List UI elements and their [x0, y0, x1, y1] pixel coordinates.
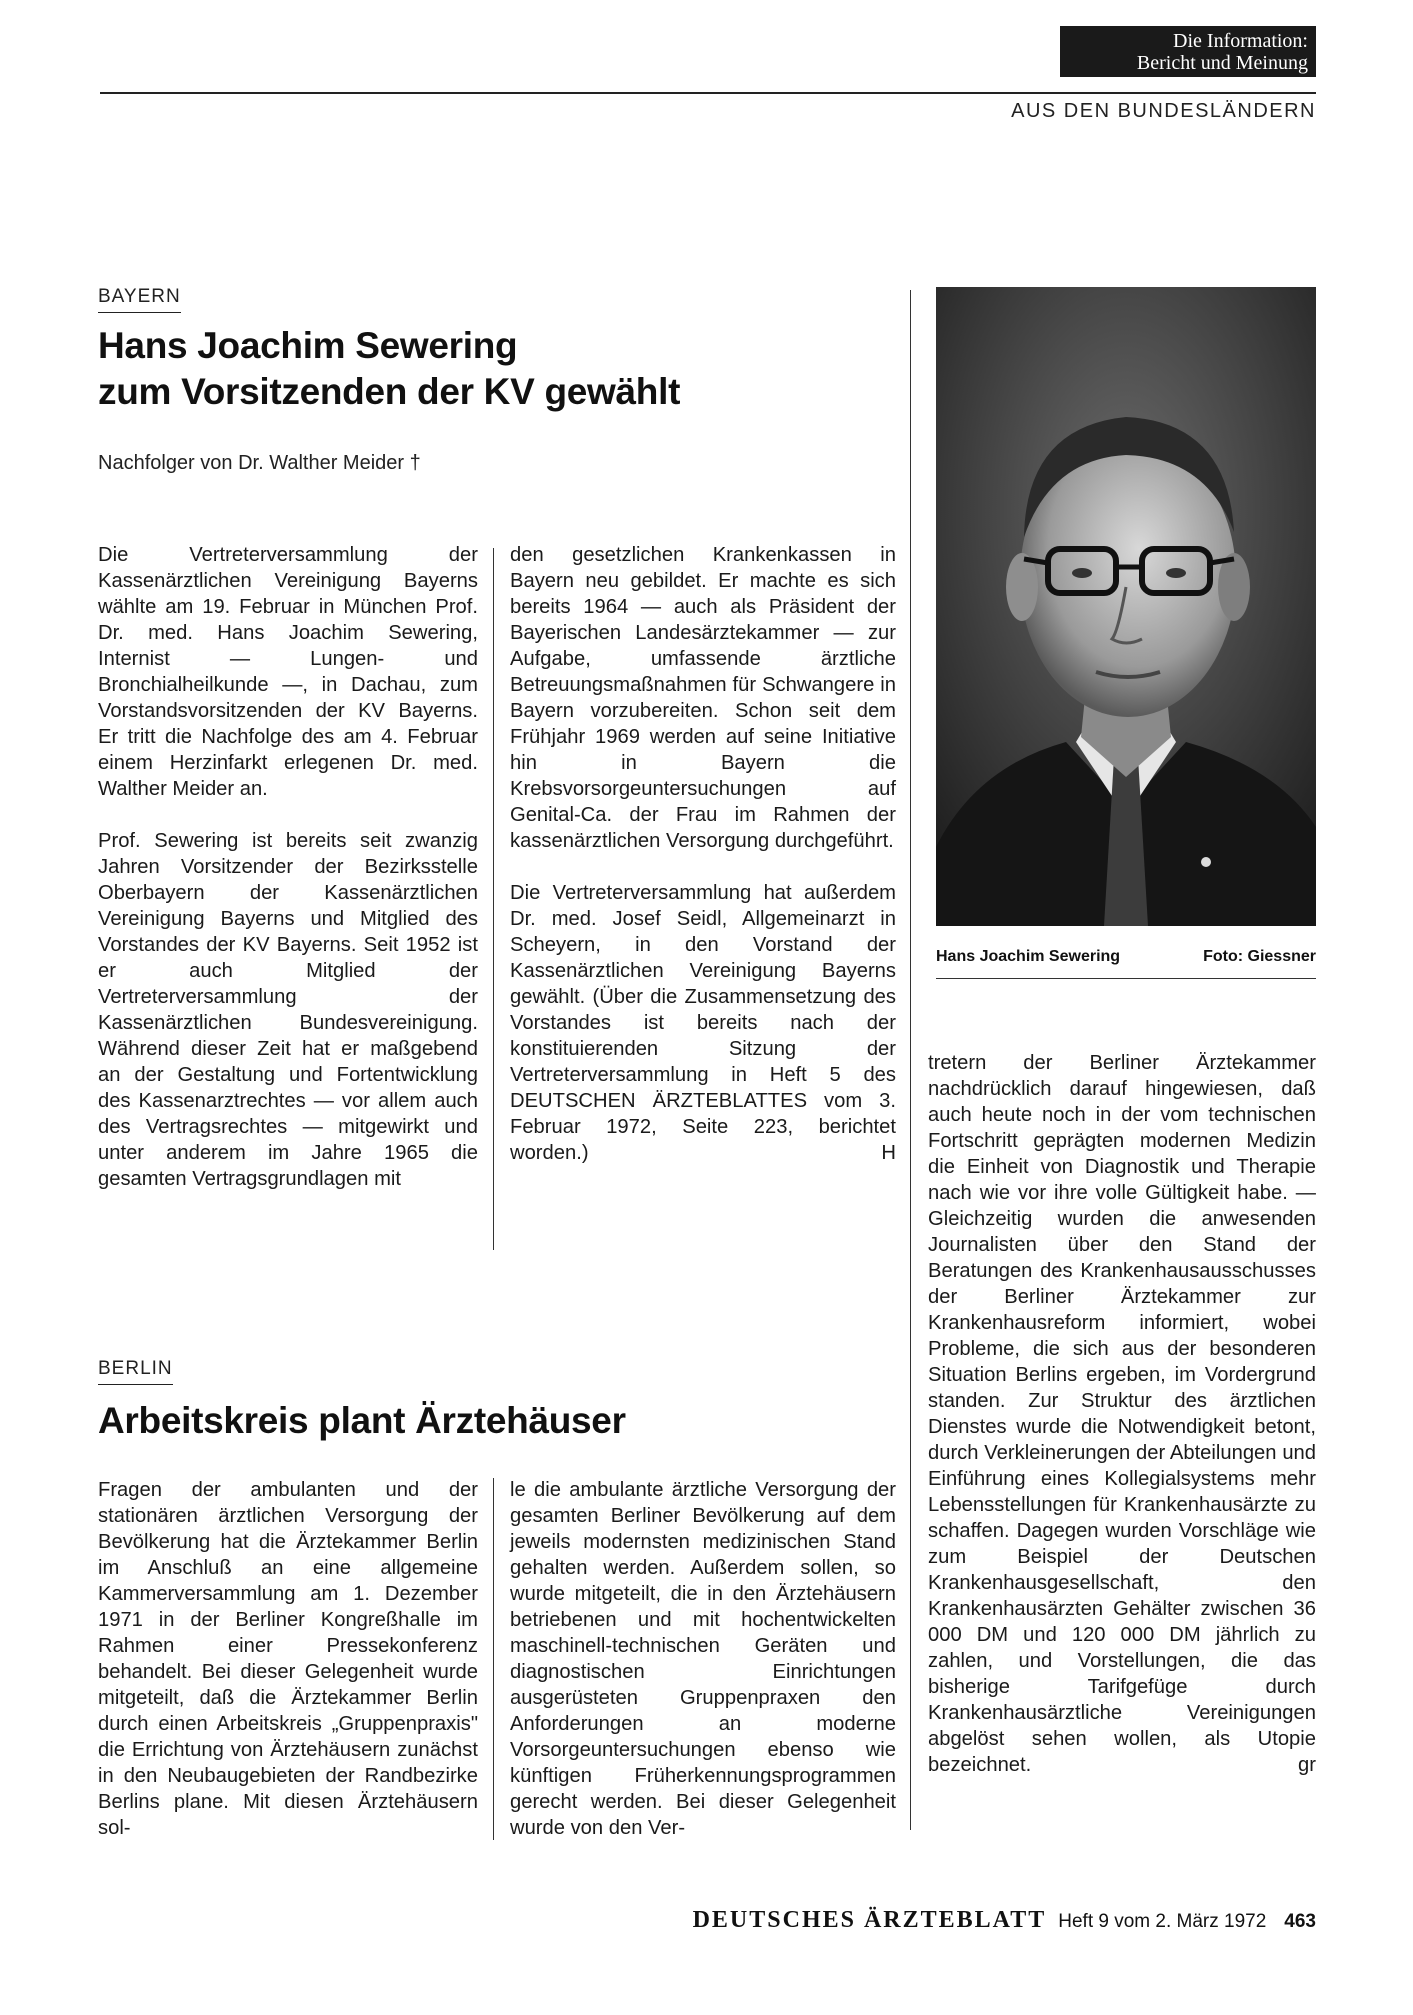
- section-heading: AUS DEN BUNDESLÄNDERN: [1011, 100, 1316, 122]
- article2-paragraph-1: Fragen der ambulanten und der stationären ärztlichen Versorgung der Bevölkerung hat die Ärztekammer Berlin im Anschluß an eine allgemeine Kammerversammlung am 1. Dezember 1971 in der Berliner Kongreßhalle im Rahmen einer Pressekonferenz behandelt. Bei dieser Gelegenheit wurde mitgeteilt, daß die Ärztekammer Berlin durch einen Arbeitskreis „Gruppenpraxis" die Errichtung von Ärztehäusern zunächst in den Neubaugebieten der Randbezirke Berlins plane. Mit diesen Ärztehäusern sol-: [98, 1479, 478, 1839]
- article1-paragraph-3: den gesetzlichen Krankenkassen in Bayern neu gebildet. Er machte es sich bereits 1964 — auch als Präsident der Bayerischen Landesärztekammer — zur Aufgabe, umfassende ärztliche Betreuungsmaßnahmen für Schwangere in Bayern vorzubereiten. Schon seit dem Frühjahr 1969 werden auf seine Initiative hin in Bayern die Krebsvorsorgeuntersuchungen auf Genital-Ca. der Frau im Rahmen der kassenärztlichen Versorgung durchgeführt.: [510, 544, 896, 852]
- article2-paragraph-3-text: tretern der Berliner Ärztekammer nachdrücklich darauf hingewiesen, daß auch heute noch in der vom technischen Fortschritt geprägten modernen Medizin die Einheit von Diagnostik und Therapie nach wie vor ihre volle Gültigkeit habe. — Gleichzeitig wurden die anwesenden Journalisten über den Stand der Beratungen des Krankenhausausschusses der Berliner Ärztekammer zur Krankenhausreform informiert, wobei Probleme, die sich aus der besonderen Situation Berlins ergeben, im Vordergrund standen. Zur Struktur des ärztlichen Dienstes wurde die Notwendigkeit betont, durch Verkleinerungen der Abteilungen und Einführung eines Kollegialsystems mehr Lebensstellungen für Krankenhausärzte zu schaffen. Dagegen wurden Vorschläge wie zum Beispiel der Deutschen Krankenhausgesellschaft, den Krankenhausärzten Gehälter zwischen 36 000 DM und 120 000 DM jährlich zu zahlen, und Vorstellungen, die das bisherige Tarifgefüge durch Krankenhausärztliche Vereinigungen abgelöst sehen wollen, als Utopie bezeichnet.: [928, 1052, 1316, 1776]
- article2-column-2: [510, 1477, 896, 1841]
- page-number: 463: [1284, 1911, 1316, 1932]
- article1-column-2: [510, 542, 896, 1166]
- headline-line-1: Hans Joachim Sewering: [98, 325, 518, 366]
- region-label-bayern: BAYERN: [98, 286, 181, 313]
- page-footer: [693, 1907, 1316, 1934]
- article1-paragraph-1: Die Vertreterversammlung der Kassenärztlichen Vereinigung Bayerns wählte am 19. Februar in München Prof. Dr. med. Hans Joachim Sewering, Internist — Lungen- und Bronchialheilkunde —, in Dachau, zum Vorstandsvorsitzenden der KV Bayerns. Er tritt die Nachfolge des am 4. Februar einem Herzinfarkt erlegenen Dr. med. Walther Meider an.: [98, 544, 478, 800]
- author-initials: gr: [1298, 1754, 1316, 1776]
- caption-credit: Foto: Giessner: [1203, 948, 1316, 965]
- article1-paragraph-2: Prof. Sewering ist bereits seit zwanzig Jahren Vorsitzender der Bezirksstelle Oberbayern der Kassenärztlichen Vereinigung Bayerns und Mitglied des Vorstandes der KV Bayerns. Seit 1952 ist er auch Mitglied der Vertreterversammlung der Kassenärztlichen Bundesvereinigung. Während dieser Zeit hat er maßgebend an der Gestaltung und Fortentwicklung des Kassenarztrechtes — vor allem auch des Vertragsrechtes — mitgewirkt und unter anderem im Jahre 1965 die gesamten Vertragsgrundlagen mit: [98, 830, 478, 1190]
- portrait-photo: [936, 287, 1316, 926]
- column-divider: [493, 1478, 494, 1840]
- photo-caption: [936, 948, 1316, 966]
- journal-name: DEUTSCHES ÄRZTEBLATT: [692, 1907, 1047, 1933]
- article1-paragraph-4-text: Die Vertreterversammlung hat außerdem Dr. med. Josef Seidl, Allgemeinarzt in Scheyern, in den Vorstand der Kassenärztlichen Vereinigung Bayerns gewählt. (Über die Zusammensetzung des Vorstandes ist bereits nach der konstituierenden Sitzung der Vertreterversammlung in Heft 5 des DEUTSCHEN ÄRZTEBLATTES vom 3. Februar 1972, Seite 223, berichtet worden.): [510, 882, 896, 1164]
- rubric-line-2: Bericht und Meinung: [1136, 52, 1308, 74]
- caption-rule: [936, 978, 1316, 979]
- rubric-box: [1060, 26, 1316, 77]
- headline-line-2: zum Vorsitzenden der KV gewählt: [98, 371, 681, 412]
- article1-paragraph-4: [510, 880, 896, 1166]
- article2-paragraph-2: le die ambulante ärztliche Versorgung der gesamten Berliner Bevölkerung auf dem jeweils modernsten medizinischen Stand gehalten werden. Außerdem sollen, so wurde mitgeteilt, die in den Ärztehäusern betriebenen und mit hochentwickelten maschinell-technischen Geräten und diagnostischen Einrichtungen ausgerüsteten Gruppenpraxen den Anforderungen an moderne Vorsorgeuntersuchungen ebenso wie künftigen Früherkennungsprogrammen gerecht werden. Bei dieser Gelegenheit wurde von den Ver-: [510, 1479, 896, 1839]
- portrait-illustration: [936, 287, 1316, 926]
- article2-paragraph-3: [928, 1050, 1316, 1778]
- headline-sewering: [98, 323, 898, 415]
- headline-aerztehaeuser: Arbeitskreis plant Ärztehäuser: [98, 1400, 626, 1441]
- column-divider: [493, 548, 494, 1250]
- issue-info: Heft 9 vom 2. März 1972: [1058, 1911, 1267, 1932]
- top-rule: [100, 92, 1316, 94]
- article2-column-3: [928, 1050, 1316, 1778]
- article2-column-1: [98, 1477, 478, 1841]
- author-initial: H: [881, 1142, 896, 1164]
- column-divider: [910, 290, 911, 1830]
- caption-name: Hans Joachim Sewering: [936, 948, 1121, 965]
- rubric-line-1: Die Information:: [1173, 30, 1308, 52]
- region-label-berlin: BERLIN: [98, 1358, 173, 1385]
- subheadline: Nachfolger von Dr. Walther Meider †: [98, 452, 421, 474]
- article1-column-1: [98, 542, 478, 1192]
